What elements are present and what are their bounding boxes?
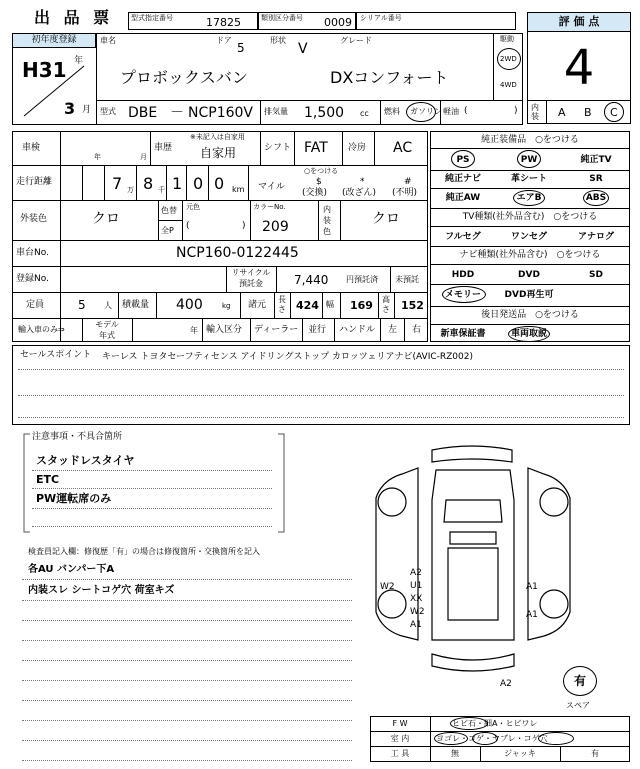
spare-value: 有 bbox=[573, 674, 586, 688]
fuel-alt-label: 軽油 bbox=[443, 107, 459, 116]
recycle-label-2: 預託金 bbox=[239, 279, 263, 288]
navi-title: ナビ種類(社外品含む) ○をつける bbox=[459, 250, 601, 260]
import-division-label: 輸入区分 bbox=[206, 325, 243, 335]
mileage-circle-note: ○をつける bbox=[304, 167, 339, 175]
interior-cond-value: ヨゴレ・コゲ・ヤブレ・コゲ穴 bbox=[436, 734, 548, 743]
ac-value: AC bbox=[393, 140, 413, 156]
history-label: 車歴 bbox=[154, 143, 173, 153]
equip-abs: ABS bbox=[585, 193, 607, 203]
mileage-exchange-label: (交換) bbox=[302, 188, 328, 198]
interior-grade-c: C bbox=[610, 106, 618, 119]
type-code: NCP160V bbox=[188, 105, 253, 121]
class-no-value: 0009 bbox=[324, 16, 352, 29]
mileage-mile: マイル bbox=[258, 182, 285, 192]
type-prefix: DBE bbox=[128, 105, 158, 121]
ac-label: 冷房 bbox=[348, 143, 367, 153]
color-label: 外装色 bbox=[20, 214, 48, 224]
shape-label: 形状 bbox=[270, 36, 286, 45]
mileage-unit-man: 万 bbox=[127, 186, 134, 194]
navi-hdd: HDD bbox=[451, 270, 475, 280]
model-year-label-1: モデル bbox=[95, 320, 119, 329]
interior-color-label: 内装色 bbox=[323, 205, 331, 236]
jack-value: 有 bbox=[591, 749, 599, 758]
inspection-month-unit: 月 bbox=[140, 153, 147, 161]
interior-grade-circle bbox=[604, 102, 624, 122]
shape-value: V bbox=[298, 41, 308, 57]
equipment-title: 純正装備品 ○をつける bbox=[481, 135, 579, 145]
fuel-paren-open: ( bbox=[464, 106, 468, 116]
grade-label: グレード bbox=[340, 36, 372, 45]
equip-ps-circle bbox=[451, 150, 475, 168]
recycle-deposited: 円預託済 bbox=[346, 275, 378, 284]
mileage-modified-label: (改ざん) bbox=[342, 188, 377, 198]
diagram-mark-a1-center: A1 bbox=[410, 620, 422, 630]
door-label: ドア bbox=[216, 36, 232, 45]
mileage-label: 走行距離 bbox=[16, 177, 53, 187]
notes-item-2: ETC bbox=[36, 473, 60, 486]
color-no-value: 209 bbox=[262, 219, 289, 235]
notes-bracket bbox=[20, 430, 290, 536]
reg-year-era: H31 bbox=[22, 58, 67, 82]
displacement-value: 1,500 bbox=[304, 105, 345, 121]
load-unit: kg bbox=[222, 302, 231, 310]
jack-label: ジャッキ bbox=[504, 749, 536, 758]
repaint-label: 色替 bbox=[161, 206, 177, 215]
displacement-label: 排気量 bbox=[264, 107, 288, 116]
registration-label: 登録No. bbox=[16, 274, 49, 284]
mileage-modified-symbol: * bbox=[360, 177, 365, 187]
model-year-label-2: 年式 bbox=[99, 331, 115, 340]
recycle-not-deposited: 未預託 bbox=[395, 275, 419, 284]
original-color-paren-open: ( bbox=[186, 221, 190, 231]
import-dealer: ディーラー bbox=[254, 325, 299, 335]
capacity-unit: 人 bbox=[104, 301, 112, 310]
fw-circle bbox=[450, 717, 488, 730]
original-color-label: 元色 bbox=[186, 203, 200, 211]
tv-analog: アナログ bbox=[577, 232, 614, 242]
inspector-item-1: 各AU バンパー下A bbox=[28, 564, 115, 575]
height-value: 152 bbox=[401, 299, 424, 312]
import-label: 輸入車のみ⇒ bbox=[18, 325, 65, 334]
tv-one: ワンセグ bbox=[510, 232, 547, 242]
later-title: 後日発送品 ○をつける bbox=[481, 310, 579, 320]
fuel-paren-close: ) bbox=[514, 106, 518, 116]
displacement-unit: cc bbox=[360, 109, 369, 118]
mileage-unit-sen: 千 bbox=[158, 186, 165, 194]
mileage-digit-3: 1 bbox=[172, 174, 183, 193]
load-value: 400 bbox=[176, 297, 203, 313]
shift-value: FAT bbox=[304, 140, 328, 156]
fw-label: F W bbox=[392, 719, 408, 728]
mileage-exchange-symbol: $ bbox=[316, 177, 322, 187]
width-value: 169 bbox=[350, 299, 373, 312]
drive-2wd: 2WD bbox=[500, 55, 517, 63]
handle-label: ハンドル bbox=[339, 325, 376, 335]
diagram-mark-w2-center: W2 bbox=[410, 607, 425, 617]
navi-dvd-play: DVD再生可 bbox=[504, 290, 554, 300]
interior-grade-b: B bbox=[584, 106, 592, 119]
history-note: ※未記入は自家用 bbox=[190, 133, 245, 141]
tools-value: 無 bbox=[451, 749, 459, 758]
reg-month: 3 bbox=[64, 99, 76, 118]
interior-cond-circle-1 bbox=[434, 732, 468, 745]
later-manual: 車両取説 bbox=[510, 329, 547, 339]
fuel-circle bbox=[406, 102, 436, 122]
equip-leather: 革シート bbox=[510, 174, 547, 184]
notes-item-1: スタッドレスタイヤ bbox=[36, 454, 135, 467]
mileage-digit-5: 0 bbox=[214, 174, 225, 193]
mileage-unknown-label: (不明) bbox=[392, 188, 418, 198]
score-value: 4 bbox=[563, 40, 595, 96]
shift-label: シフト bbox=[264, 143, 292, 153]
equip-navi: 純正ナビ bbox=[444, 174, 481, 184]
equip-airbag: エアB bbox=[516, 193, 542, 203]
navi-sd: SD bbox=[589, 270, 603, 280]
dims-label: 諸元 bbox=[248, 300, 267, 310]
color-no-label: カラーNo. bbox=[253, 203, 286, 211]
fuel-value: ガソリン bbox=[410, 107, 442, 116]
later-manual-circle bbox=[508, 326, 550, 342]
equip-airbag-circle bbox=[513, 190, 545, 206]
mileage-digit-4: 0 bbox=[193, 174, 204, 193]
load-label: 積載量 bbox=[122, 300, 150, 310]
type-dash: － bbox=[170, 105, 184, 121]
navi-memory: メモリー bbox=[444, 290, 481, 300]
equip-sr: SR bbox=[589, 174, 603, 184]
drive-label: 駆動 bbox=[500, 35, 514, 43]
notes-title: 注意事項・不具合箇所 bbox=[32, 432, 123, 442]
inspector-title: 検査員記入欄：修復歴「有」の場合は修復箇所・交換箇所を記入 bbox=[28, 547, 260, 556]
equip-pw-circle bbox=[517, 150, 541, 168]
model-year-unit: 年 bbox=[190, 326, 198, 335]
drive-4wd: 4WD bbox=[500, 81, 517, 89]
diagram-mark-a2-bottom: A2 bbox=[500, 679, 512, 689]
mileage-digit-2: 8 bbox=[143, 174, 154, 193]
serial-label: シリアル番号 bbox=[360, 14, 402, 22]
tv-title: TV種類(社外品含む) ○をつける bbox=[462, 212, 598, 222]
model-no-value: 17825 bbox=[206, 16, 241, 29]
diagram-mark-xx: XX bbox=[410, 594, 423, 604]
import-parallel: 並行 bbox=[308, 325, 327, 335]
handle-right: 右 bbox=[412, 325, 422, 335]
full-paint-label: 全P bbox=[161, 226, 174, 235]
diagram-mark-a1-right-2: A1 bbox=[526, 610, 538, 620]
model-no-label: 型式指定番号 bbox=[131, 14, 173, 22]
tv-full: フルセグ bbox=[445, 232, 481, 242]
equip-aw: 純正AW bbox=[445, 193, 481, 203]
tools-label: 工 具 bbox=[390, 749, 410, 758]
inspector-item-2: 内装スレ シートコゲ穴 荷室キズ bbox=[28, 585, 175, 596]
handle-left: 左 bbox=[388, 325, 398, 335]
notes-item-3: PW運転席のみ bbox=[36, 492, 112, 505]
car-name-label: 車名 bbox=[100, 36, 116, 45]
diagram-mark-w2-left: W2 bbox=[380, 582, 395, 592]
class-no-label: 類別区分番号 bbox=[261, 14, 303, 22]
interior-grade-a: A bbox=[558, 106, 566, 119]
score-label: 評 価 点 bbox=[558, 15, 600, 28]
capacity-value: 5 bbox=[78, 298, 86, 312]
grade-value: DXコンフォート bbox=[330, 68, 449, 87]
diagram-mark-a2-top: A2 bbox=[410, 568, 422, 578]
equip-tv: 純正TV bbox=[580, 155, 612, 165]
mileage-digit-1: 7 bbox=[112, 174, 123, 193]
interior-grade-label: 内装 bbox=[531, 103, 539, 121]
selling-points-text: キーレス トヨタセーフティセンス アイドリングストップ カロッツェリアナビ(AVIC-RZ002) bbox=[102, 352, 473, 362]
interior-cond-circle-3 bbox=[538, 732, 574, 745]
spare-label: スペア bbox=[566, 701, 590, 710]
type-label: 型式 bbox=[100, 107, 116, 116]
length-value: 424 bbox=[296, 299, 319, 312]
later-warranty: 新車保証書 bbox=[440, 329, 486, 339]
diagram-mark-a1-right: A1 bbox=[526, 582, 538, 592]
inspection-label: 車検 bbox=[22, 143, 41, 153]
length-label: 長さ bbox=[278, 295, 286, 314]
navi-dvd: DVD bbox=[518, 270, 540, 280]
fw-value: ヒビ石・細A・ヒビワレ bbox=[452, 719, 538, 728]
reg-month-unit: 月 bbox=[82, 105, 92, 115]
equip-pw: PW bbox=[520, 155, 538, 165]
chassis-label: 車台No. bbox=[16, 248, 49, 258]
drive-2wd-circle bbox=[497, 48, 521, 70]
diagram-mark-u1: U1 bbox=[410, 581, 423, 591]
interior-cond-circle-2 bbox=[472, 732, 498, 745]
recycle-label-1: リサイクル bbox=[231, 268, 271, 277]
mileage-unit-km: km bbox=[232, 185, 245, 194]
chassis-value: NCP160-0122445 bbox=[176, 245, 299, 261]
color-value: クロ bbox=[92, 211, 120, 227]
selling-points-label: セールスポイント bbox=[20, 350, 92, 360]
fuel-label: 燃料 bbox=[384, 107, 400, 116]
car-diagram bbox=[362, 440, 584, 680]
interior-cond-label: 室 内 bbox=[390, 734, 410, 743]
width-label: 幅 bbox=[326, 300, 334, 309]
recycle-value: 7,440 bbox=[294, 273, 329, 287]
reg-year-label: 初年度登録 bbox=[31, 35, 77, 45]
page-title: 出 品 票 bbox=[34, 8, 114, 27]
interior-color-value: クロ bbox=[372, 211, 400, 227]
equip-ps: PS bbox=[456, 155, 470, 165]
history-value: 自家用 bbox=[200, 146, 237, 160]
navi-memory-circle bbox=[442, 286, 486, 303]
capacity-label: 定員 bbox=[26, 300, 45, 310]
height-label: 高さ bbox=[382, 295, 390, 314]
car-name-value: プロボックスバン bbox=[120, 68, 248, 87]
mileage-unknown-symbol: # bbox=[404, 177, 412, 187]
reg-year-unit: 年 bbox=[74, 56, 84, 66]
door-value: 5 bbox=[237, 41, 245, 55]
original-color-paren-close: ) bbox=[242, 221, 246, 231]
equip-abs-circle bbox=[583, 190, 609, 206]
inspection-year-unit: 年 bbox=[94, 153, 101, 161]
